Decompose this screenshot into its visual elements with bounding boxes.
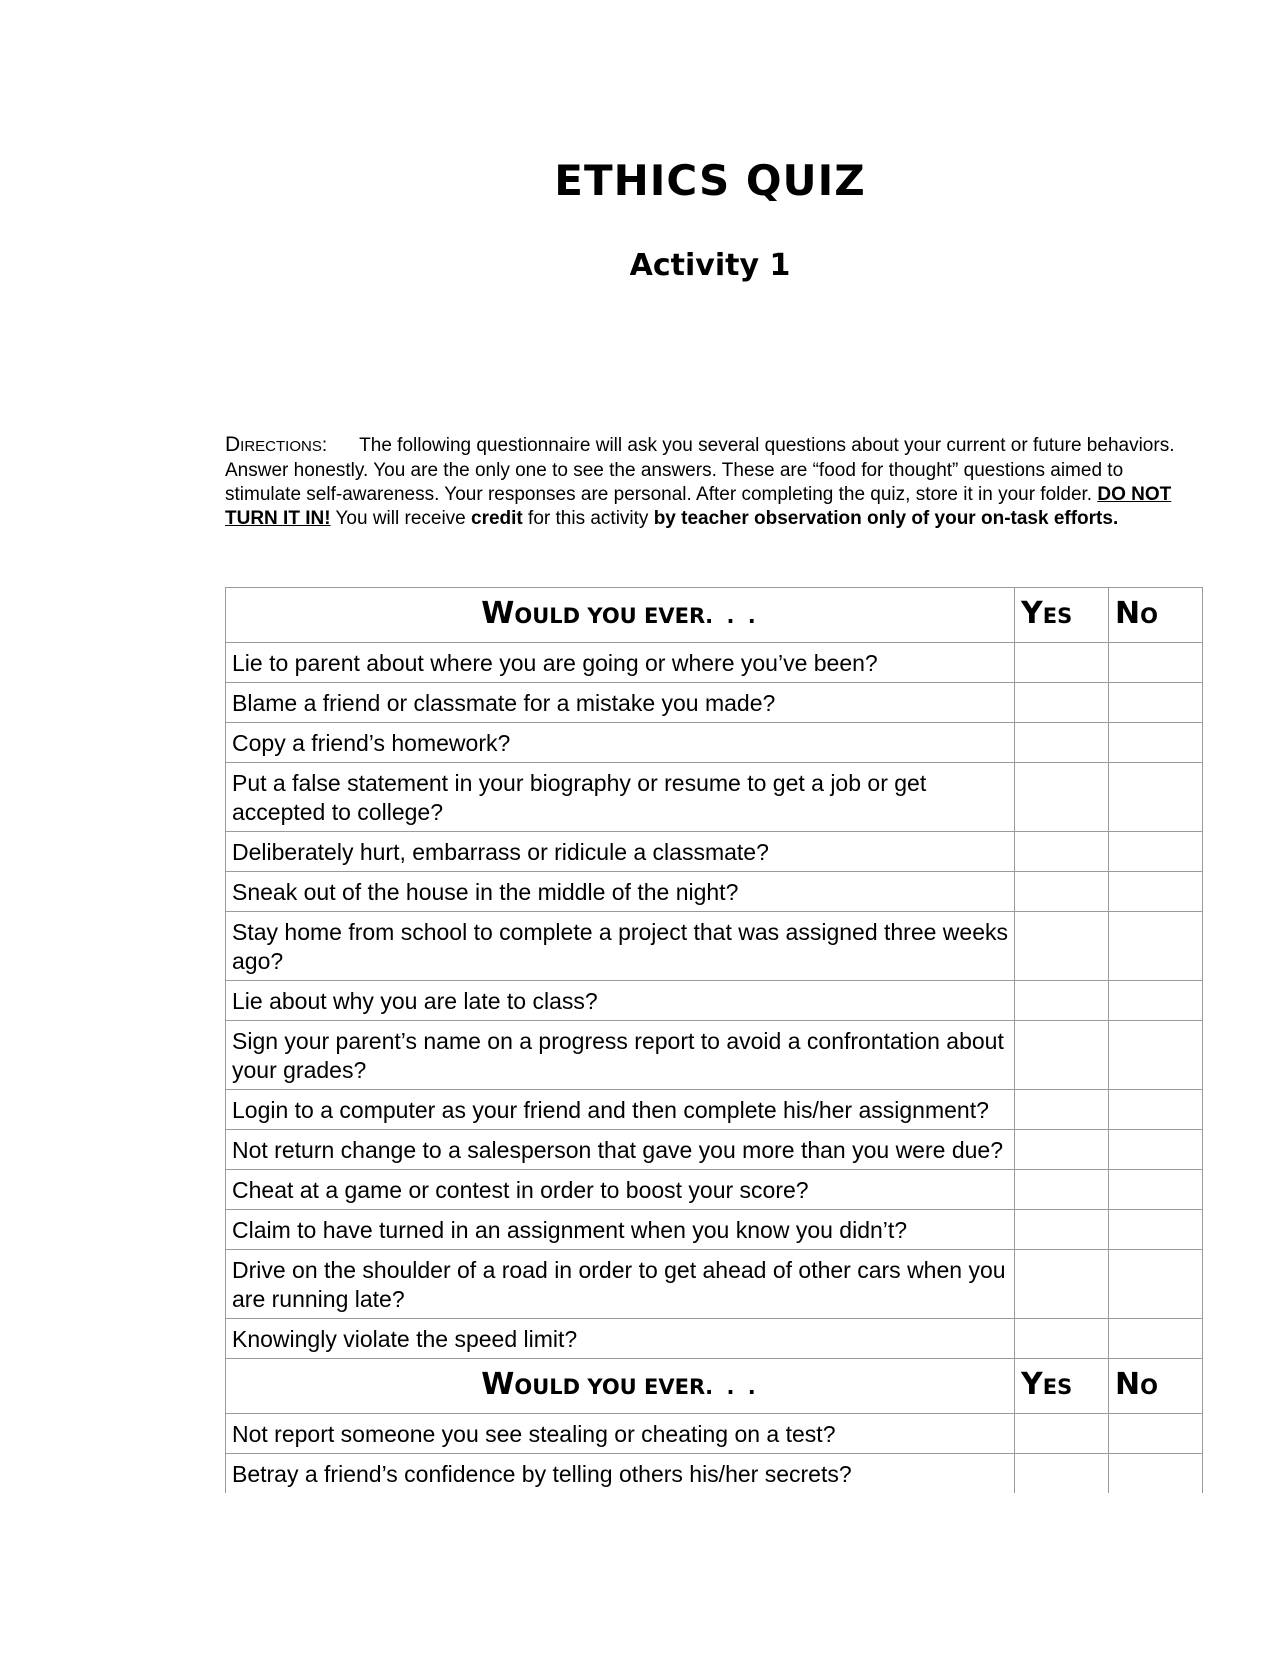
no-answer-cell[interactable] [1109,1130,1203,1170]
yes-answer-cell[interactable] [1015,1210,1109,1250]
question-row [226,1414,1203,1454]
directions-text: The following questionnaire will ask you several questions about your current or future behaviors. Answer honestly. You are the only one to see the answers. These are “food for thought” questions aimed to stimulate self-awareness. Your responses are personal. After completing the quiz, store it in your folder. [225,435,1175,505]
no-answer-cell[interactable] [1109,643,1203,683]
question-text: Lie about why you are late to class? [226,981,1015,1021]
no-answer-cell[interactable] [1109,981,1203,1021]
yes-answer-cell[interactable] [1015,1319,1109,1359]
no-answer-cell[interactable] [1109,763,1203,832]
question-row [226,1021,1203,1090]
question-text: Lie to parent about where you are going or where you’ve been? [226,643,1015,683]
yes-answer-cell[interactable] [1015,683,1109,723]
question-text: Stay home from school to complete a project that was assigned three weeks ago? [226,912,1015,981]
yes-answer-cell[interactable] [1015,1021,1109,1090]
quiz-table [225,587,1203,1493]
question-text: Not return change to a salesperson that gave you more than you were due? [226,1130,1015,1170]
question-text: Put a false statement in your biography or resume to get a job or get accepted to college? [226,763,1015,832]
no-answer-cell[interactable] [1109,872,1203,912]
yes-answer-cell[interactable] [1015,1250,1109,1319]
header-would-you-ever: WOULD YOU EVER. . . [226,1359,1015,1414]
question-text: Not report someone you see stealing or cheating on a test? [226,1414,1015,1454]
directions-label: DIRECTIONS: [225,433,328,456]
directions-paragraph: DIRECTIONS: The following questionnaire will ask you several questions about your current or future behaviors. Answer honestly. You are the only one to see the answers. These are “food for thought” questions aimed to stimulate self-awareness. Your responses are personal. After completing the quiz, store it in your folder. DO NOT TURN IT IN! You will receive credit for this activity by teacher observation only of your on-task efforts. [225,433,1175,529]
no-answer-cell[interactable] [1109,832,1203,872]
yes-answer-cell[interactable] [1015,763,1109,832]
yes-answer-cell[interactable] [1015,872,1109,912]
yes-answer-cell[interactable] [1015,1130,1109,1170]
no-answer-cell[interactable] [1109,1319,1203,1359]
question-text: Copy a friend’s homework? [226,723,1015,763]
question-row [226,1130,1203,1170]
question-row [226,832,1203,872]
question-row [226,1454,1203,1494]
yes-answer-cell[interactable] [1015,723,1109,763]
do-not-turn-in-warning: DO NOT TURN IT IN! [225,484,1172,529]
question-row [226,872,1203,912]
yes-answer-cell[interactable] [1015,1414,1109,1454]
no-answer-cell[interactable] [1109,1090,1203,1130]
header-no: NO [1109,588,1203,643]
question-text: Drive on the shoulder of a road in order to get ahead of other cars when you are running late? [226,1250,1015,1319]
credit-word: credit [471,508,523,529]
no-answer-cell[interactable] [1109,1250,1203,1319]
question-row [226,981,1203,1021]
teacher-observation-note: by teacher observation only of your on-task efforts. [653,508,1119,529]
question-row [226,643,1203,683]
yes-answer-cell[interactable] [1015,981,1109,1021]
question-text: Login to a computer as your friend and then complete his/her assignment? [226,1090,1015,1130]
question-text: Blame a friend or classmate for a mistake you made? [226,683,1015,723]
question-text: Claim to have turned in an assignment when you know you didn’t? [226,1210,1015,1250]
page-subtitle: Activity 1 [629,248,791,283]
no-answer-cell[interactable] [1109,912,1203,981]
header-no: NO [1109,1359,1203,1414]
question-row [226,683,1203,723]
question-row [226,1319,1203,1359]
yes-answer-cell[interactable] [1015,1090,1109,1130]
no-answer-cell[interactable] [1109,1170,1203,1210]
header-yes: YES [1015,1359,1109,1414]
yes-answer-cell[interactable] [1015,643,1109,683]
question-row [226,912,1203,981]
question-row [226,1170,1203,1210]
no-answer-cell[interactable] [1109,683,1203,723]
question-row [226,1210,1203,1250]
header-yes: YES [1015,588,1109,643]
question-text: Betray a friend’s confidence by telling others his/her secrets? [226,1454,1015,1494]
no-answer-cell[interactable] [1109,1454,1203,1494]
question-text: Knowingly violate the speed limit? [226,1319,1015,1359]
question-row [226,763,1203,832]
page-title: ETHICS QUIZ [554,156,866,205]
no-answer-cell[interactable] [1109,1414,1203,1454]
header-would-you-ever: WOULD YOU EVER. . . [226,588,1015,643]
question-row [226,1090,1203,1130]
question-row [226,1250,1203,1319]
yes-answer-cell[interactable] [1015,832,1109,872]
yes-answer-cell[interactable] [1015,1454,1109,1494]
no-answer-cell[interactable] [1109,723,1203,763]
table-header-row [226,588,1203,643]
no-answer-cell[interactable] [1109,1021,1203,1090]
yes-answer-cell[interactable] [1015,1170,1109,1210]
question-text: Deliberately hurt, embarrass or ridicule a classmate? [226,832,1015,872]
question-row [226,723,1203,763]
question-text: Sign your parent’s name on a progress report to avoid a confrontation about your grades? [226,1021,1015,1090]
question-text: Sneak out of the house in the middle of the night? [226,872,1015,912]
table-header-row-repeat [226,1359,1203,1414]
question-text: Cheat at a game or contest in order to boost your score? [226,1170,1015,1210]
no-answer-cell[interactable] [1109,1210,1203,1250]
yes-answer-cell[interactable] [1015,912,1109,981]
